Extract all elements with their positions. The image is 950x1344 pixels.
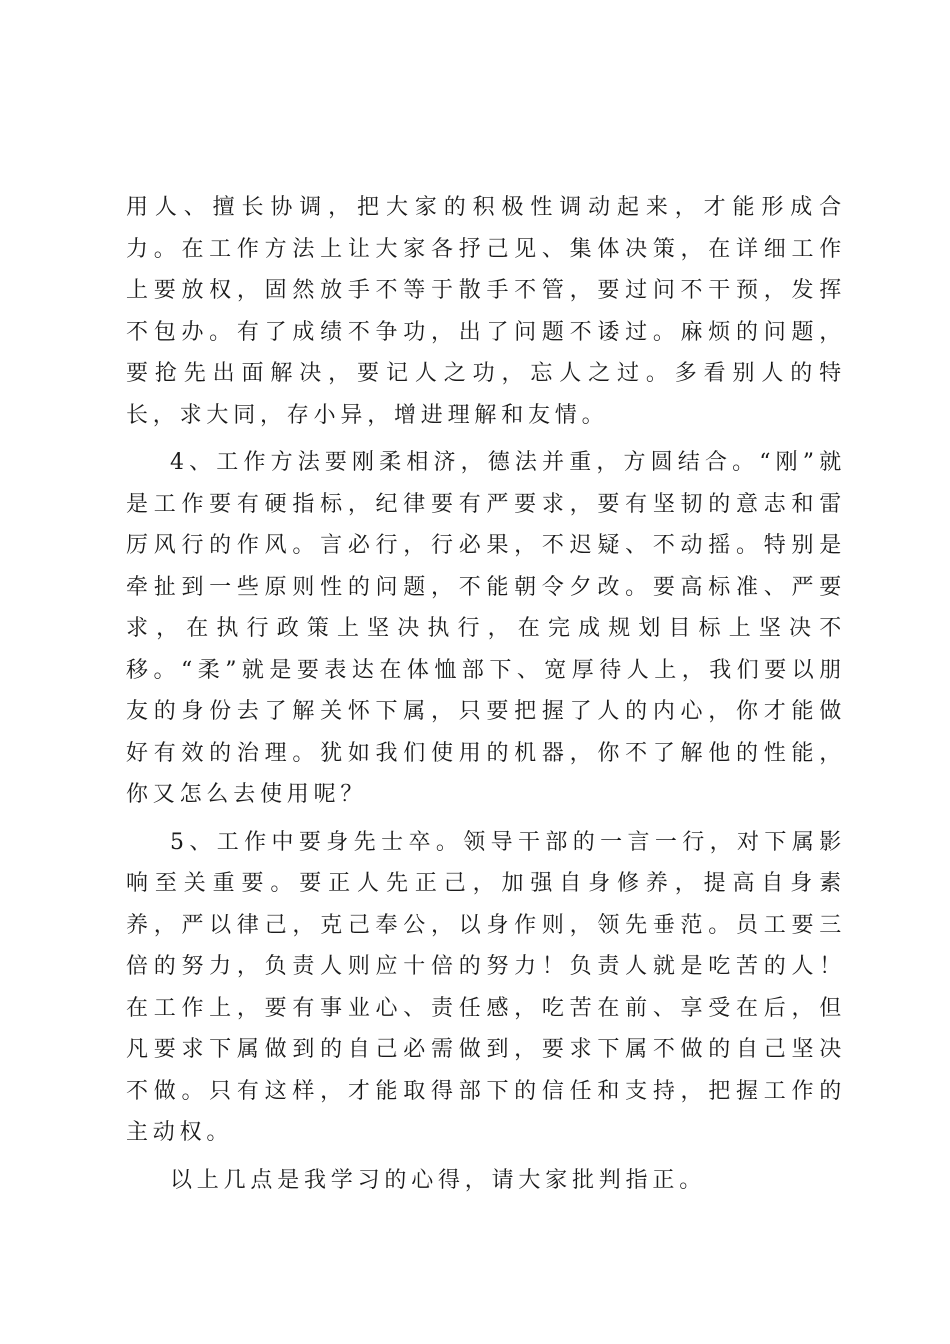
paragraph-continuation: 用人、擅长协调，把大家的积极性调动起来，才能形成合力。在工作方法上让大家各抒己见、集体决策，在详细工作上要放权，固然放手不等于散手不管，要过问不干预，发挥不包办。有了成绩不争功，出了问题不诿过。麻烦的问题，要抢先出面解决，要记人之功，忘人之过。多看别人的特长，求大同，存小异，增进理解和友情。	[126, 195, 846, 428]
paragraph-point-4: 4、工作方法要刚柔相济，德法并重，方圆结合。“刚”就是工作要有硬指标，纪律要有严要求，要有坚韧的意志和雷厉风行的作风。言必行，行必果，不迟疑、不动摇。特别是牵扯到一些原则性的问题，不能朝令夕改。要高标准、严要求，在执行政策上坚决执行，在完成规划目标上坚决不移。“柔”就是要表达在体恤部下、宽厚待人上，我们要以朋友的身份去了解关怀下属，只要把握了人的内心，你才能做好有效的治理。犹如我们使用的机器，你不了解他的性能，你又怎么去使用呢？	[126, 450, 846, 807]
paragraph-point-5: 5、工作中要身先士卒。领导干部的一言一行，对下属影响至关重要。要正人先正己，加强自身修养，提高自身素养，严以律己，克己奉公，以身作则，领先垂范。员工要三倍的努力，负责人则应十倍的努力！负责人就是吃苦的人！在工作上，要有事业心、责任感，吃苦在前、享受在后，但凡要求下属做到的自己必需做到，要求下属不做的自己坚决不做。只有这样，才能取得部下的信任和支持，把握工作的主动权。	[126, 829, 846, 1145]
document-body	[126, 187, 846, 1201]
paragraph-closing: 以上几点是我学习的心得，请大家批判指正。	[170, 1167, 707, 1193]
